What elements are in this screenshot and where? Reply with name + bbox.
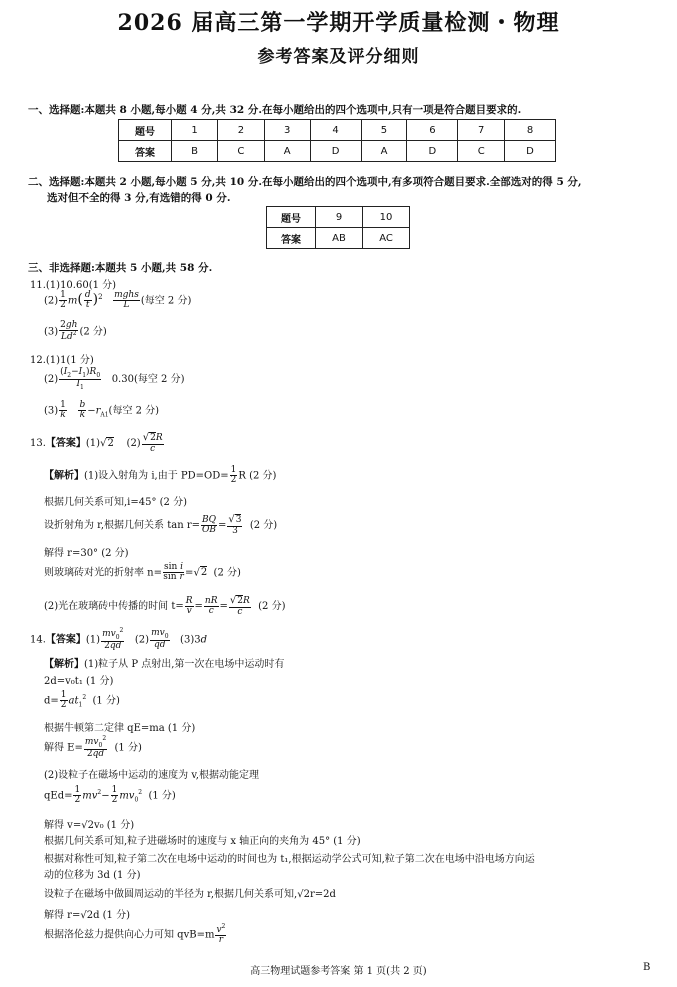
q14-analysis-4: 根据牛顿第二定律 qE=ma (1 分) — [44, 723, 196, 734]
table-cell: 9 — [316, 207, 363, 228]
section2-heading-line2: 选对但不全的得 3 分,有选错的得 0 分. — [47, 192, 231, 204]
q14-analysis-12: 设粒子在磁场中做圆周运动的半径为 r,根据几何关系可知,√2r=2d — [44, 889, 336, 900]
table-cell: A — [361, 141, 407, 162]
q14-analysis-7: qEd= $\frac{1}{2}$ $mv^2-$ $\frac{1}{2}$ $mv_0^2$ (1 分) — [44, 785, 176, 806]
section1-heading: 一、选择题:本题共 8 小题,每小题 4 分,共 32 分.在每小题给出的四个选项中,只有一项是符合题目要求的. — [28, 104, 522, 116]
table-cell: D — [505, 141, 556, 162]
q13-analysis-2: 根据几何关系可知,i=45° (2 分) — [44, 497, 188, 508]
q13-analysis-5: 则玻璃砖对光的折射率 n= $\frac{\text{sin i}}{\text{sin r}}$ =√2 (2 分) — [44, 562, 241, 583]
page-footer: 高三物理试题参考答案 第 1 页(共 2 页) — [250, 966, 427, 977]
table-cell: B — [172, 141, 218, 162]
q12-part1: 12.(1)1(1 分) — [30, 355, 94, 366]
q14-analysis-2: 2d=v₀t₁ (1 分) — [44, 676, 114, 687]
q14-analysis-5: 解得 E= $\frac{mv_0^2}{2qd}$ (1 分) — [44, 735, 142, 760]
q13-analysis-6: (2)光在玻璃砖中传播的时间 t= $\frac{R}{v}$ = $\frac{nR}{c}$ = $\frac{√2R}{c}$ (2 分) — [44, 595, 286, 617]
version-label: B — [643, 962, 651, 973]
section3-heading: 三、非选择题:本题共 5 小题,共 58 分. — [28, 262, 213, 274]
q11-part2: (2) $\frac{1}{2}$ m( $\frac{d}{t}$ )$^2$ $\frac{\text{mghs}}{L}$ (每空 2 分) — [44, 290, 192, 311]
table-header-cell: 答案 — [119, 141, 172, 162]
section1-answer-table — [118, 119, 556, 162]
section2-heading-line1: 二、选择题:本题共 2 小题,每小题 5 分,共 10 分.在每小题给出的四个选项中,有多项符合题目要求.全部选对的得 5 分, — [28, 176, 582, 188]
table-cell: 2 — [218, 120, 265, 141]
q14-answer: 14.【答案】(1) $\frac{mv_0^2}{2qd}$ (2) $\frac{mv_0}{qd}$ (3)3d — [30, 627, 207, 652]
table-header-cell: 题号 — [119, 120, 172, 141]
table-row — [267, 228, 410, 249]
q14-analysis-6: (2)设粒子在磁场中运动的速度为 v,根据动能定理 — [44, 770, 259, 781]
table-header-cell: 答案 — [267, 228, 316, 249]
q11-part3: (3) $\frac{2gh}{Ld^2}$ (2 分) — [44, 320, 107, 343]
q14-analysis-8: 解得 v=√2v₀ (1 分) — [44, 820, 135, 831]
q14-analysis-1: 【解析】(1)粒子从 P 点射出,第一次在电场中运动时有 — [44, 659, 285, 670]
table-row — [119, 120, 556, 141]
table-cell: 6 — [407, 120, 458, 141]
table-row — [267, 207, 410, 228]
table-cell: C — [218, 141, 265, 162]
table-cell: A — [264, 141, 310, 162]
page-subtitle: 参考答案及评分细则 — [257, 47, 420, 67]
q14-analysis-9: 根据几何关系可知,粒子进磁场时的速度与 x 轴正向的夹角为 45° (1 分) — [44, 836, 361, 847]
table-cell: 5 — [361, 120, 407, 141]
table-row — [119, 141, 556, 162]
table-cell: C — [458, 141, 505, 162]
table-cell: AC — [363, 228, 410, 249]
section2-answer-table — [266, 206, 410, 249]
table-cell: AB — [316, 228, 363, 249]
table-cell: 3 — [264, 120, 310, 141]
q12-part3: (3) $\frac{1}{k}$ $\frac{b}{k}$ $-r_{A1}$(每空 2 分) — [44, 400, 160, 421]
q11-part1: 11.(1)10.60(1 分) — [30, 280, 117, 291]
q13-answer: 13.【答案】(1)√2 (2) $\frac{√2R}{c}$ — [30, 432, 163, 454]
table-cell: 1 — [172, 120, 218, 141]
page-title: 2026 届高三第一学期开学质量检测・物理 — [117, 10, 560, 36]
q13-analysis-4: 解得 r=30° (2 分) — [44, 548, 129, 559]
table-header-cell: 题号 — [267, 207, 316, 228]
q12-part2: (2) $\frac{(I_2-I_1)R_0}{I_1}$ 0.30(每空 2 分) — [44, 367, 185, 391]
q14-analysis-10: 根据对称性可知,粒子第二次在电场中运动的时间也为 t₁,根据运动学公式可知,粒子第二次在电场中沿电场方向运 — [44, 854, 535, 865]
table-cell: D — [310, 141, 361, 162]
table-cell: 8 — [505, 120, 556, 141]
q14-analysis-13: 解得 r=√2d (1 分) — [44, 910, 130, 921]
q14-analysis-14: 根据洛伦兹力提供向心力可知 qvB=m $\frac{v^2}{r}$ — [44, 923, 226, 946]
q14-analysis-11: 动的位移为 3d (1 分) — [44, 870, 141, 881]
table-cell: 7 — [458, 120, 505, 141]
table-cell: 10 — [363, 207, 410, 228]
table-cell: 4 — [310, 120, 361, 141]
q14-analysis-3: d= $\frac{1}{2}$ $at_1^2$ (1 分) — [44, 690, 120, 711]
q13-analysis-1: 【解析】(1)设入射角为 i,由于 PD=OD= $\frac{1}{2}$ R (2 分) — [44, 465, 277, 486]
q13-analysis-3: 设折射角为 r,根据几何关系 tan r= $\frac{BQ}{OB}$ = $\frac{√3}{3}$ (2 分) — [44, 514, 278, 536]
table-cell: D — [407, 141, 458, 162]
